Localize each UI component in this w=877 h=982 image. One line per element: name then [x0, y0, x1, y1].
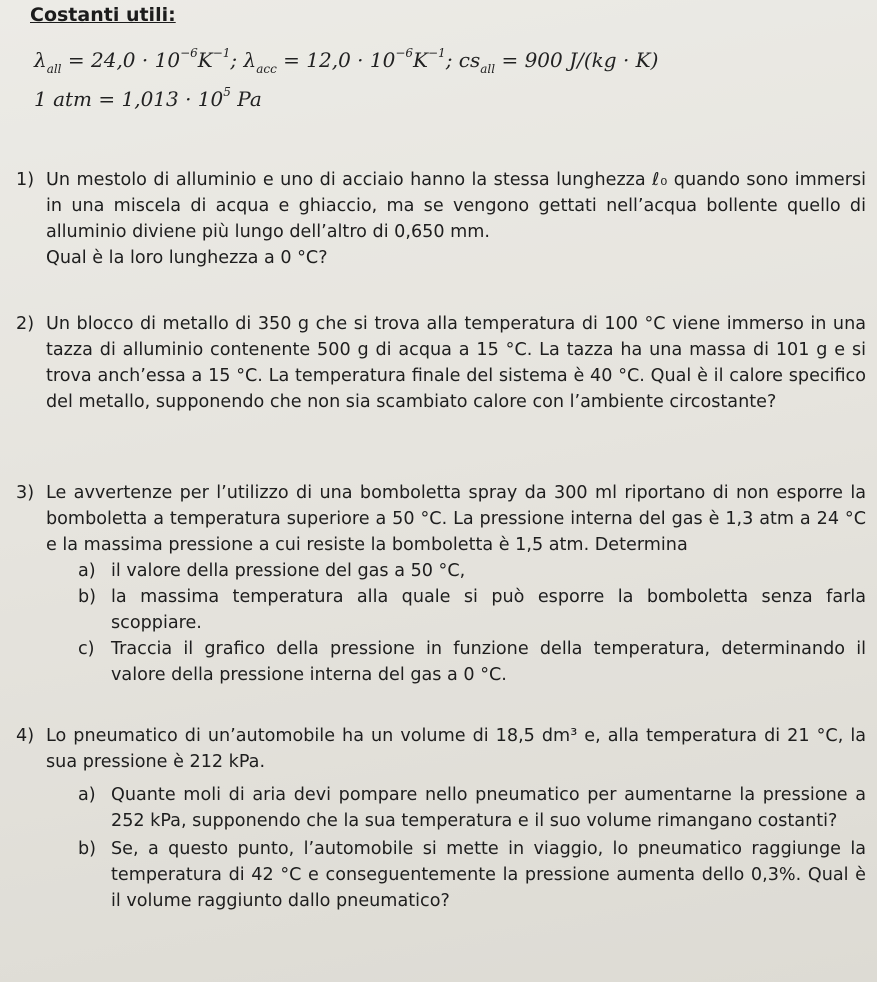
sub-question-label: b) — [78, 587, 97, 607]
problem-3 — [16, 480, 866, 688]
problem-4 — [16, 723, 866, 914]
sub-question-label: a) — [78, 785, 96, 805]
problem-number: 1) — [16, 170, 35, 190]
problem-2 — [16, 311, 866, 415]
constants-heading: Costanti utili: — [30, 4, 176, 26]
constants-formula-line-1: $\lambda_{all} = 24,0 \cdot 10^{-6}K^{-1}$; $\lambda_{acc} = 12,0 \cdot 10^{-6}K^{-1}$; $cs_{all} = 900$ J/(kg · K) — [34, 46, 659, 76]
sub-question-a — [16, 558, 866, 584]
sub-question-text: Se, a questo punto, l’automobile si mette in viaggio, lo pneumatico raggiunge la temperatura di 42 °C e conseguentemente la pressione aumenta dello 0,3%. Qual è il volume raggiunto dallo pneumatico? — [111, 839, 866, 911]
sub-question-c — [16, 636, 866, 688]
sub-question-label: c) — [78, 639, 95, 659]
problem-number: 3) — [16, 483, 35, 503]
problem-1 — [16, 167, 866, 271]
problem-text: Un mestolo di alluminio e uno di acciaio hanno la stessa lunghezza ℓ₀ quando sono immersi in una miscela di acqua e ghiaccio, ma se vengono gettati nell’acqua bollente quello di alluminio diviene più lungo dell’altro di 0,650 mm. — [46, 170, 866, 242]
sub-question-text: Traccia il grafico della pressione in funzione della temperatura, determinando il valore della pressione interna del gas a 0 °C. — [111, 639, 866, 685]
problem-text: Le avvertenze per l’utilizzo di una bomboletta spray da 300 ml riportano di non esporre la bomboletta a temperatura superiore a 50 °C. La pressione interna del gas è 1,3 atm a 24 °C e la massima pressione a cui resiste la bomboletta è 1,5 atm. Determina — [46, 483, 866, 555]
problem-number: 2) — [16, 314, 35, 334]
problem-number: 4) — [16, 726, 35, 746]
sub-question-text: Quante moli di aria devi pompare nello pneumatico per aumentarne la pressione a 252 kPa, supponendo che la sua temperatura e il suo volume rimangano costanti? — [111, 785, 866, 831]
problem-question: Qual è la loro lunghezza a 0 °C? — [46, 248, 328, 268]
sub-question-b — [16, 836, 866, 914]
sub-question-text: la massima temperatura alla quale si può esporre la bomboletta senza farla scoppiare. — [111, 587, 866, 633]
constants-formula-line-2: 1 atm = $1,013 \cdot 10^5$ Pa — [34, 85, 262, 111]
sub-question-label: b) — [78, 839, 97, 859]
sub-question-text: il valore della pressione del gas a 50 °C, — [111, 561, 466, 581]
problem-text: Un blocco di metallo di 350 g che si trova alla temperatura di 100 °C viene immerso in una tazza di alluminio contenente 500 g di acqua a 15 °C. La tazza ha una massa di 101 g e si trova anch’essa a 15 °C. La temperatura finale del sistema è 40 °C. Qual è il calore specifico del metallo, supponendo che non sia scambiato calore con l’ambiente circostante? — [46, 314, 866, 412]
sub-question-b — [16, 584, 866, 636]
sub-question-a — [16, 782, 866, 834]
problem-text: Lo pneumatico di un’automobile ha un volume di 18,5 dm³ e, alla temperatura di 21 °C, la sua pressione è 212 kPa. — [46, 726, 866, 772]
sub-question-label: a) — [78, 561, 96, 581]
